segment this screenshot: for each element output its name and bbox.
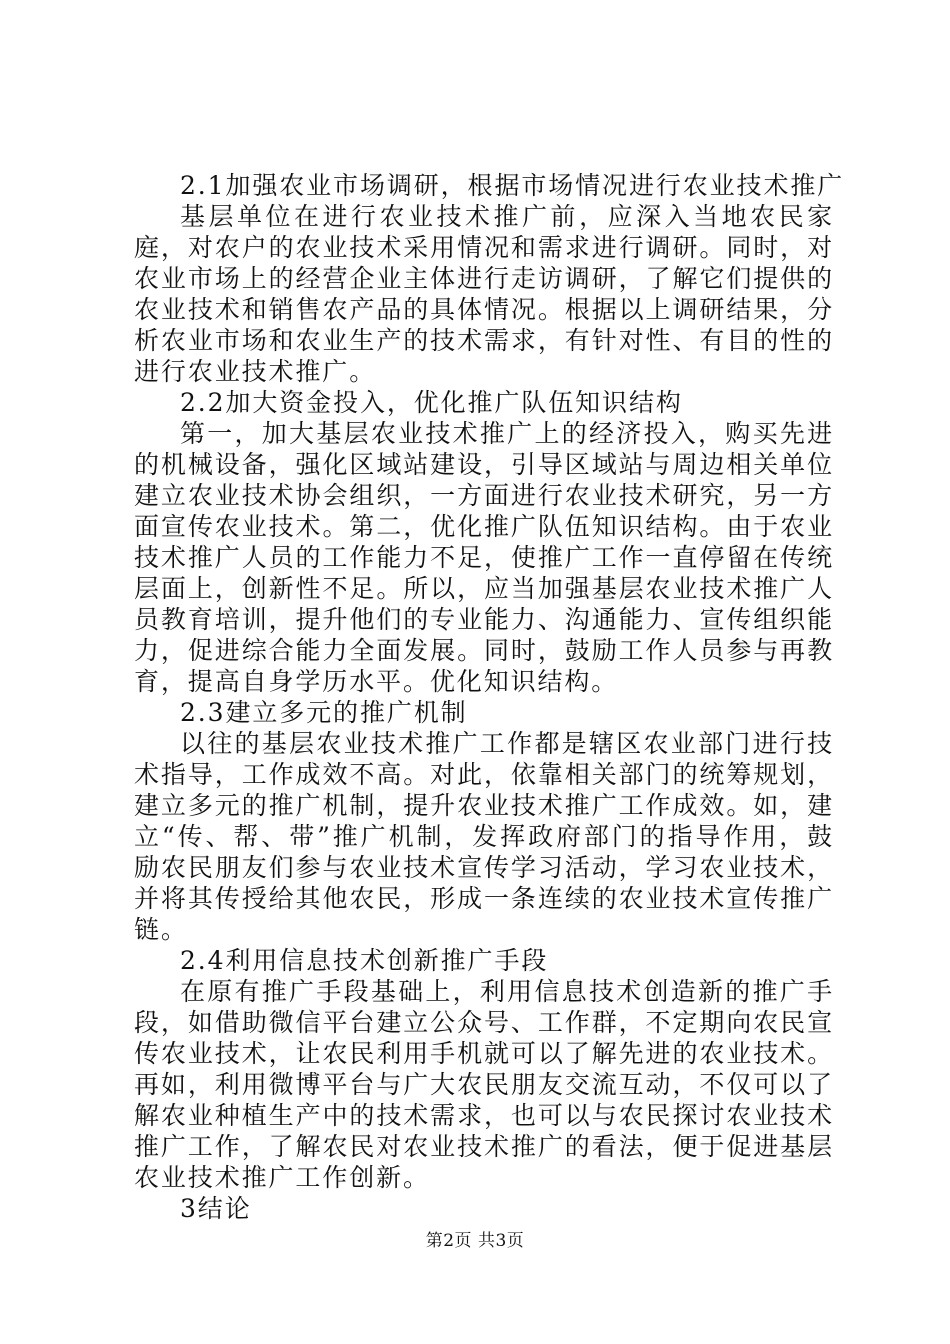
paragraph-funding-investment: 第一，加大基层农业技术推广上的经济投入，购买先进的机械设备，强化区域站建设，引导区域站与周边相关单位建立农业技术协会组织，一方面进行农业技术研究，另一方面宣传农业技术。第二，优化推广队伍知识结构。由于农业技术推广人员的工作能力不足，使推广工作一直停留在传统层面上，创新性不足。所以，应当加强基层农业技术推广人员教育培训，提升他们的专业能力、沟通能力、宣传组织能力，促进综合能力全面发展。同时，鼓励工作人员参与再教育，提高自身学历水平。优化知识结构。 [134,419,834,696]
section-heading-3: 3结论 [180,1194,252,1223]
section-heading-2-2: 2.2加大资金投入，优化推广队伍知识结构 [180,388,683,417]
paragraph-information-technology: 在原有推广手段基础上，利用信息技术创造新的推广手段，如借助微信平台建立公众号、工作群，不定期向农民宣传农业技术，让农民利用手机就可以了解先进的农业技术。再如，利用微博平台与广大农民朋友交流互动，不仅可以了解农业种植生产中的技术需求，也可以与农民探讨农业技术推广工作，了解农民对农业技术推广的看法，便于促进基层农业技术推广工作创新。 [134,977,834,1192]
section-heading-2-4: 2.4利用信息技术创新推广手段 [180,946,549,975]
document-body [134,170,845,1224]
paragraph-diverse-mechanism: 以往的基层农业技术推广工作都是辖区农业部门进行技术指导，工作成效不高。对此，依靠相关部门的统筹规划，建立多元的推广机制，提升农业技术推广工作成效。如，建立“传、帮、带”推广机制，发挥政府部门的指导作用，鼓励农民朋友们参与农业技术宣传学习活动，学习农业技术，并将其传授给其他农民，形成一条连续的农业技术宣传推广链。 [134,729,834,944]
section-heading-2-3: 2.3建立多元的推广机制 [180,698,468,727]
paragraph-market-research: 基层单位在进行农业技术推广前，应深入当地农民家庭，对农户的农业技术采用情况和需求进行调研。同时，对农业市场上的经营企业主体进行走访调研，了解它们提供的农业技术和销售农产品的具体情况。根据以上调研结果，分析农业市场和农业生产的技术需求，有针对性、有目的性的进行农业技术推广。 [134,202,834,386]
page-number-footer: 第2页 共3页 [425,1231,525,1251]
section-heading-2-1: 2.1加强农业市场调研，根据市场情况进行农业技术推广 [180,171,845,200]
